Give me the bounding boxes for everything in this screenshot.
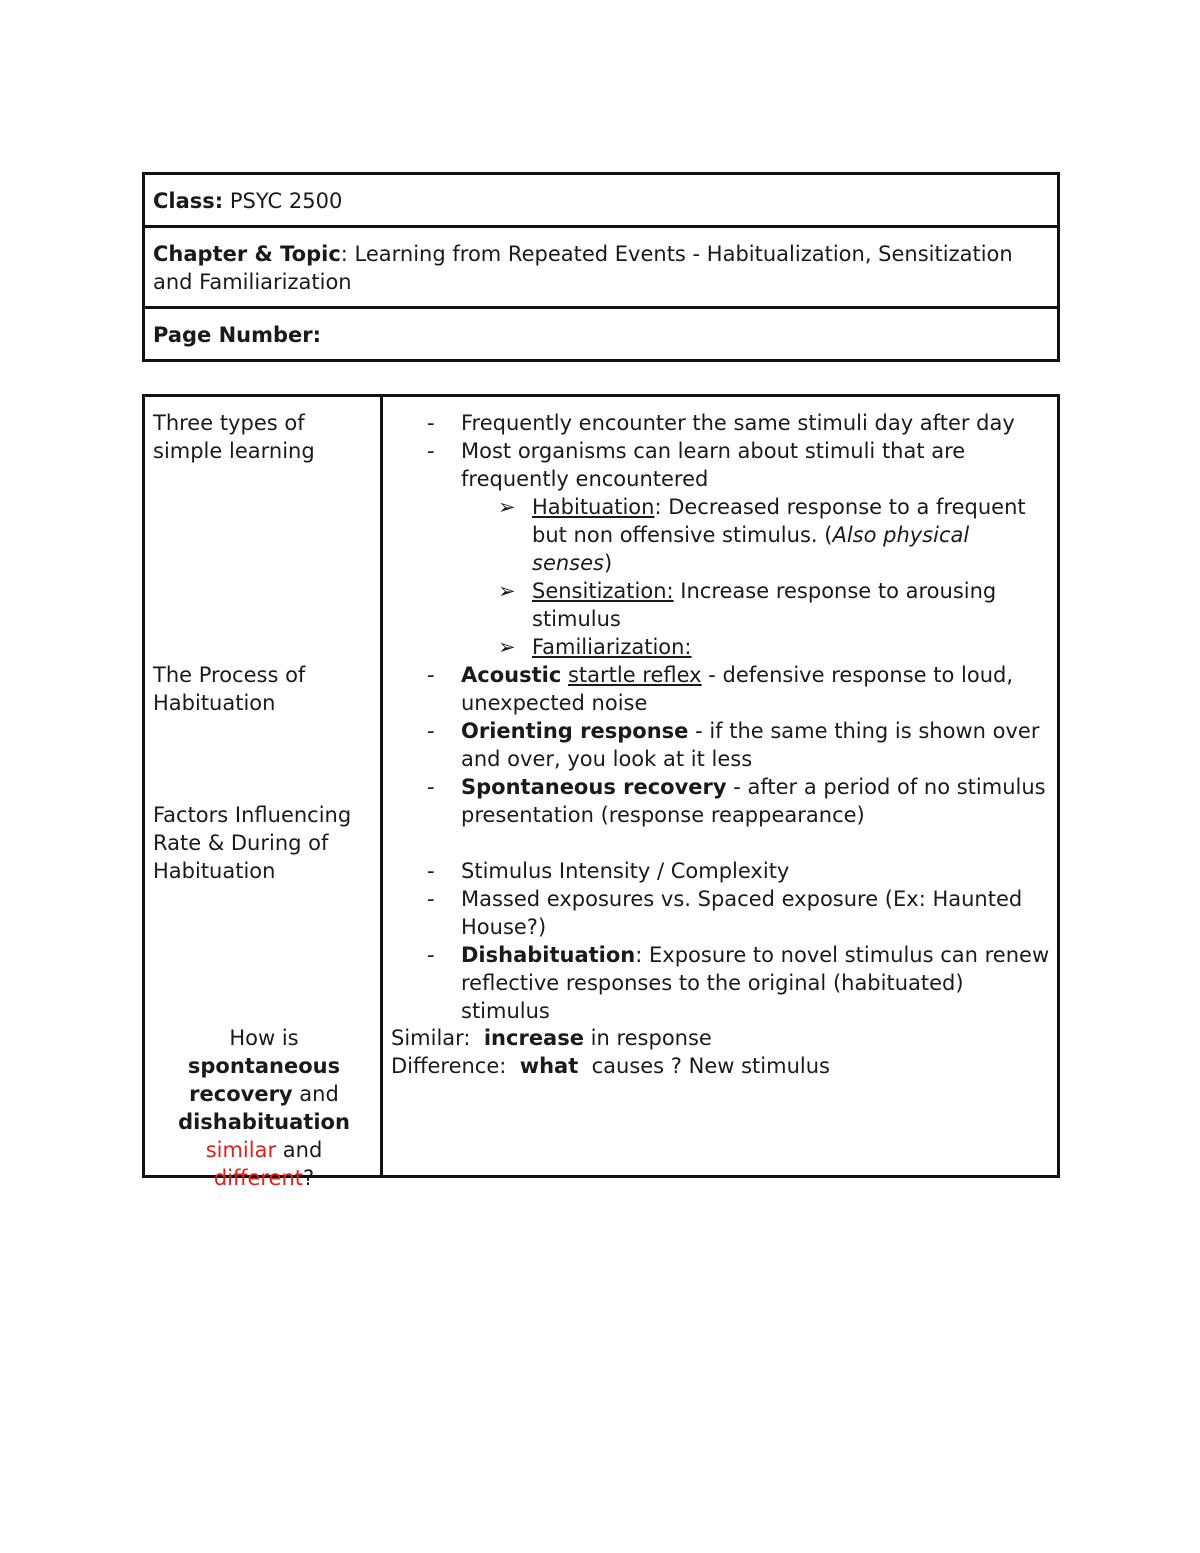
notes-comparison <box>391 1024 1055 1080</box>
cue-question-bold-2: dishabituation <box>178 1110 350 1134</box>
list-item <box>391 941 1055 1025</box>
similar-line <box>391 1024 1055 1052</box>
term-acoustic: Acoustic <box>461 663 562 687</box>
cue-question-text: How is <box>229 1026 299 1050</box>
list-item <box>391 717 1055 773</box>
notes-factors <box>391 857 1055 1025</box>
term-dishabituation: Dishabituation <box>461 943 636 967</box>
similar-text: in response <box>583 1026 712 1050</box>
term-familiarization: Familiarization: <box>532 635 692 659</box>
class-value: PSYC 2500 <box>223 189 343 213</box>
cue-question <box>153 1024 375 1192</box>
def-startle-reflex: - defensive response to loud, unexpected noise <box>461 663 1014 715</box>
arrow-item-habituation <box>391 493 1055 577</box>
cue-simple-learning: Three types of simple learning <box>153 411 315 463</box>
def-dishabituation: : Exposure to novel stimulus can renew reflective responses to the original (habituated) stimulus <box>461 943 1050 1023</box>
arrow-item-sensitization <box>391 577 1055 633</box>
notes-process-habituation <box>391 661 1055 829</box>
difference-text: causes ? New stimulus <box>578 1054 830 1078</box>
difference-label: Difference: <box>391 1054 520 1078</box>
topic-row <box>145 228 1057 309</box>
cue-question-red-2: different <box>213 1166 304 1190</box>
cue-question-red-1: similar <box>205 1138 277 1162</box>
term-startle-reflex: startle reflex <box>567 663 702 687</box>
def-spontaneous-recovery: - after a period of no stimulus presentation (response reappearance) <box>461 775 1046 827</box>
term-sensitization: Sensitization: <box>532 579 674 603</box>
page-number-label: Page Number: <box>153 323 322 347</box>
list-item: - Stimulus Intensity / Complexity <box>391 857 1055 885</box>
note-physical-senses: Also physical senses <box>532 523 970 575</box>
class-label: Class: <box>153 189 224 213</box>
difference-line <box>391 1052 1055 1080</box>
def-orienting-response: - if the same thing is shown over and over, you look at it less <box>461 719 1040 771</box>
notes-simple-learning <box>391 409 1055 661</box>
header-table <box>142 172 1060 362</box>
class-row <box>145 175 1057 228</box>
cue-question-text-2: and <box>292 1082 339 1106</box>
page-number-row <box>145 309 1057 359</box>
term-orienting-response: Orienting response <box>461 719 689 743</box>
cue-process-habituation: The Process of Habituation <box>153 663 306 715</box>
list-item: - Frequently encounter the same stimuli day after day <box>391 409 1055 437</box>
list-item <box>391 773 1055 829</box>
similar-label: Similar: <box>391 1026 484 1050</box>
list-item <box>391 661 1055 717</box>
term-spontaneous-recovery: Spontaneous recovery <box>461 775 727 799</box>
similar-term: increase <box>483 1026 584 1050</box>
arrow-bullet-icon: ➢ <box>498 635 516 659</box>
arrow-bullet-icon: ➢ <box>498 495 516 519</box>
difference-term: what <box>519 1054 579 1078</box>
topic-label: Chapter & Topic <box>153 242 341 266</box>
arrow-item-familiarization <box>391 633 1055 661</box>
column-divider <box>380 397 383 1175</box>
cue-factors-habituation: Factors Influencing Rate & During of Habituation <box>153 803 352 883</box>
cue-question-bold-1: spontaneous recovery <box>187 1054 341 1106</box>
cue-question-mark: ? <box>303 1166 315 1190</box>
list-item: - Massed exposures vs. Spaced exposure (Ex: Haunted House?) <box>391 885 1055 941</box>
def-habituation-end: ) <box>603 551 613 575</box>
arrow-bullet-icon: ➢ <box>498 579 516 603</box>
term-habituation: Habituation <box>532 495 655 519</box>
def-sensitization: Increase response to arousing stimulus <box>532 579 997 631</box>
topic-value: : Learning from Repeated Events - Habitualization, Sensitization and Familiarization <box>153 242 1013 294</box>
notes-table <box>142 394 1060 1190</box>
def-habituation: : Decreased response to a frequent but non offensive stimulus. ( <box>532 495 1026 547</box>
list-item: - Most organisms can learn about stimuli that are frequently encountered <box>391 437 1055 493</box>
cue-question-text-3: and <box>276 1138 323 1162</box>
